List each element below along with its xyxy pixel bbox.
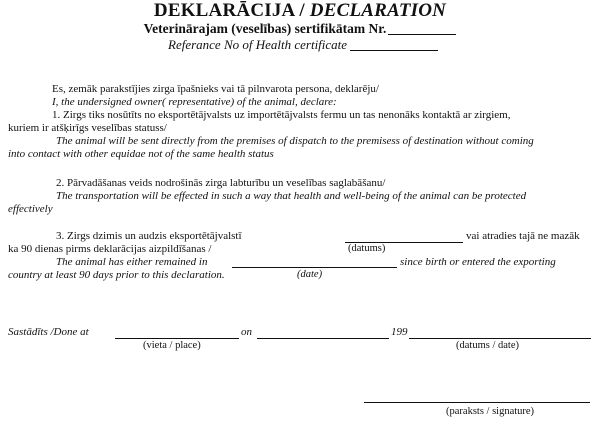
certificate-reference-label: Referance No of Health certificate [168, 37, 348, 52]
item3-latvian-line1b: vai atradies tajā ne mazāk [466, 230, 580, 242]
done-on-label: on [241, 326, 252, 338]
item3-english-line1a: The animal has either remained in [56, 256, 208, 268]
certificate-number-label: Veterinārajam (veselības) sertifikātam Nr. [143, 21, 387, 36]
certificate-number-line [0, 21, 600, 37]
place-caption: (vieta / place) [143, 340, 201, 351]
item1-latvian-line1: 1. Zirgs tiks nosūtīts no eksportētājvalsts uz importētājvalsts fermu un tas nenonāks kontaktā ar zirgiem, [52, 109, 511, 121]
item1-latvian-line2: kuriem ir atšķirīgs veselības statuss/ [8, 122, 167, 134]
title-latvian: DEKLARĀCIJA / [153, 0, 305, 21]
item1-english-line2: into contact with other equidae not of the same health status [8, 148, 274, 160]
item1-english-line1: The animal will be sent directly from the premises of dispatch to the premisess of destination without coming [56, 135, 534, 147]
item3-latvian-line2: ka 90 dienas pirms deklarācijas aizpildīšanas / [8, 243, 212, 255]
item2-english-line1: The transportation will be effected in such a way that health and well-being of the animal can be protected [56, 190, 527, 202]
certificate-number-blank[interactable] [388, 34, 456, 35]
item2-english-line2: effectively [8, 203, 53, 215]
item2-latvian: 2. Pārvadāšanas veids nodrošinās zirga labturību un veselības saglabāšanu/ [56, 177, 386, 189]
item3-country-blank[interactable] [232, 267, 397, 268]
date-blank[interactable] [257, 338, 389, 339]
signature-line[interactable] [364, 402, 590, 403]
certificate-reference-blank[interactable] [350, 50, 438, 51]
item3-english-line1b: since birth or entered the exporting [400, 256, 556, 268]
intro-english: I, the undersigned owner( representative) of the animal, declare: [52, 96, 337, 108]
place-blank[interactable] [115, 338, 239, 339]
year-blank[interactable] [409, 338, 591, 339]
signature-caption: (paraksts / signature) [446, 406, 535, 417]
done-year-prefix: 199 [391, 326, 408, 338]
intro-latvian: Es, zemāk parakstījies zirga īpašnieks vai tā pilnvarota persona, deklarēju/ [52, 83, 379, 95]
item3-date-caption: (date) [297, 269, 323, 280]
done-at-label: Sastādīts /Done at [8, 326, 89, 338]
certificate-reference-line [168, 37, 438, 53]
document-title [0, 0, 600, 22]
item3-datums-caption: (datums) [348, 243, 386, 254]
title-english: DECLARATION [309, 0, 447, 21]
date-caption: (datums / date) [456, 340, 519, 351]
item3-latvian-line1a: 3. Zirgs dzimis un audzis eksportētājvalstī [56, 230, 242, 242]
item3-english-line2: country at least 90 days prior to this declaration. [8, 269, 225, 281]
